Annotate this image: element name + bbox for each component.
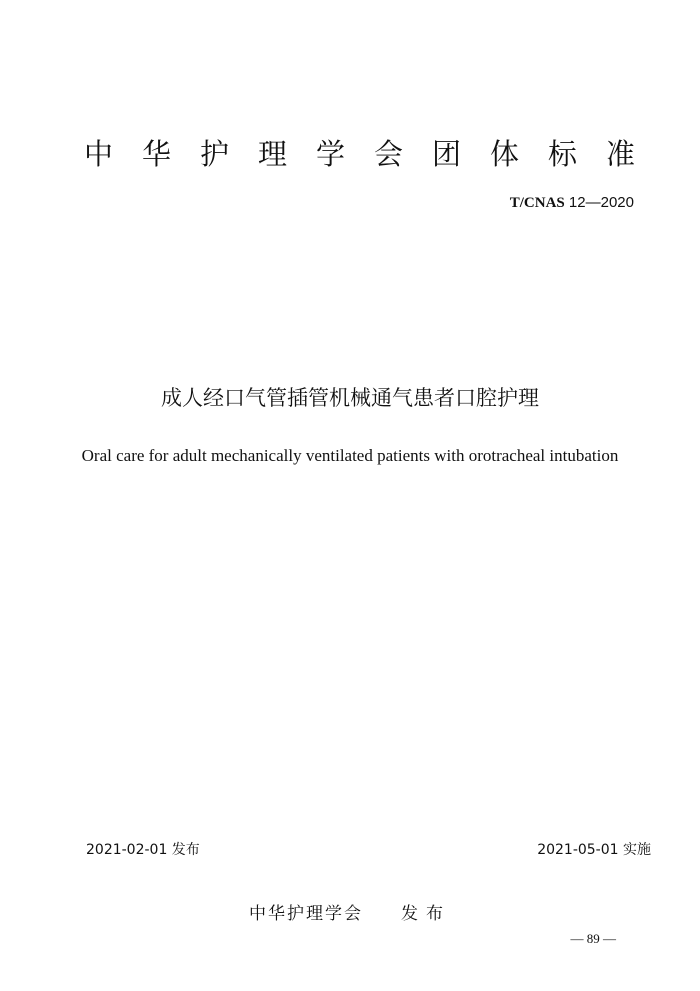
organization-standard-heading: 中华护理学会团体标准 — [84, 137, 665, 171]
publisher-action: 发布 — [401, 904, 451, 924]
document-title-chinese: 成人经口气管插管机械通气患者口腔护理 — [161, 386, 539, 410]
issue-date: 2021-02-01 发布 — [86, 842, 200, 858]
document-title-english: Oral care for adult mechanically ventilated patients with orotracheal intubation — [81, 446, 619, 465]
implementation-date: 2021-05-01 实施 — [537, 842, 651, 858]
publisher-name: 中华护理学会 — [249, 904, 363, 924]
standard-code: 12—2020 — [564, 194, 634, 211]
publisher-line — [0, 902, 700, 926]
page-number: — 89 — — [570, 931, 616, 946]
standard-number — [510, 192, 634, 213]
standard-prefix: T/CNAS — [509, 195, 565, 211]
